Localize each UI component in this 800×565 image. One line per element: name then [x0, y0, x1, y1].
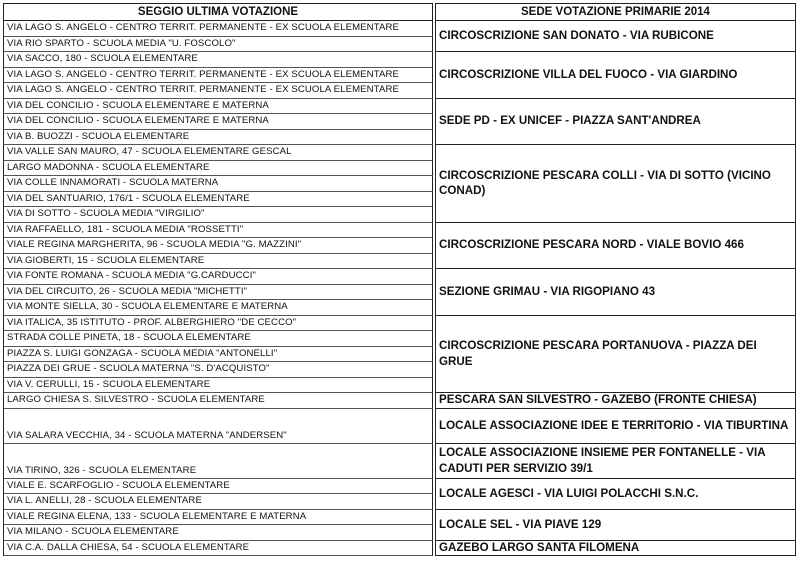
sede-cell — [435, 510, 796, 541]
sede-cell — [435, 444, 796, 479]
seggio-row: VIA LAGO S. ANGELO - CENTRO TERRIT. PERMANENTE - EX SCUOLA ELEMENTARE — [3, 83, 433, 99]
seggio-row: PIAZZA S. LUIGI GONZAGA - SCUOLA MEDIA "ANTONELLI" — [3, 347, 433, 363]
sede-cell — [435, 541, 796, 557]
seggio-row: VIA RIO SPARTO - SCUOLA MEDIA "U. FOSCOLO" — [3, 37, 433, 53]
seggio-row: VIA DEL SANTUARIO, 176/1 - SCUOLA ELEMENTARE — [3, 192, 433, 208]
seggio-row: VIA LAGO S. ANGELO - CENTRO TERRIT. PERMANENTE - EX SCUOLA ELEMENTARE — [3, 21, 433, 37]
sede-cell — [435, 21, 796, 52]
sede-label: SEZIONE GRIMAU - VIA RIGOPIANO 43 — [439, 284, 656, 298]
sede-cell — [435, 409, 796, 444]
sede-cell — [435, 479, 796, 510]
sede-cell — [435, 393, 796, 409]
sede-label: PESCARA SAN SILVESTRO - GAZEBO (FRONTE CHIESA) — [439, 393, 757, 407]
sede-cell — [435, 99, 796, 146]
seggio-row: VIA LAGO S. ANGELO - CENTRO TERRIT. PERMANENTE - EX SCUOLA ELEMENTARE — [3, 68, 433, 84]
seggio-row: VIALE REGINA MARGHERITA, 96 - SCUOLA MEDIA "G. MAZZINI" — [3, 238, 433, 254]
seggio-row: LARGO MADONNA - SCUOLA ELEMENTARE — [3, 161, 433, 177]
seggio-row: VIA DEL CIRCUITO, 26 - SCUOLA MEDIA "MICHETTI" — [3, 285, 433, 301]
seggio-row: VIA DEL CONCILIO - SCUOLA ELEMENTARE E MATERNA — [3, 99, 433, 115]
sede-cell — [435, 223, 796, 270]
sede-cell — [435, 269, 796, 316]
seggio-row: VIA SACCO, 180 - SCUOLA ELEMENTARE — [3, 52, 433, 68]
sede-label: CIRCOSCRIZIONE PESCARA PORTANUOVA - PIAZZA DEI GRUE — [439, 339, 757, 368]
sede-label: GAZEBO LARGO SANTA FILOMENA — [439, 540, 640, 554]
seggio-row: VIALE E. SCARFOGLIO - SCUOLA ELEMENTARE — [3, 479, 433, 495]
seggio-row: VIA ITALICA, 35 ISTITUTO - PROF. ALBERGHIERO "DE CECCO" — [3, 316, 433, 332]
sede-label: LOCALE SEL - VIA PIAVE 129 — [439, 517, 602, 531]
seggio-row: VIA VALLE SAN MAURO, 47 - SCUOLA ELEMENTARE GESCAL — [3, 145, 433, 161]
seggio-row: VIA MILANO - SCUOLA ELEMENTARE — [3, 525, 433, 541]
header-sede: SEDE VOTAZIONE PRIMARIE 2014 — [435, 3, 796, 21]
seggio-row: VIA B. BUOZZI - SCUOLA ELEMENTARE — [3, 130, 433, 146]
seggio-row: LARGO CHIESA S. SILVESTRO - SCUOLA ELEMENTARE — [3, 393, 433, 409]
seggio-row: VIALE REGINA ELENA, 133 - SCUOLA ELEMENTARE E MATERNA — [3, 510, 433, 526]
sede-label: CIRCOSCRIZIONE PESCARA NORD - VIALE BOVIO 466 — [439, 238, 744, 252]
sede-label: SEDE PD - EX UNICEF - PIAZZA SANT'ANDREA — [439, 114, 701, 128]
sede-label: CIRCOSCRIZIONE VILLA DEL FUOCO - VIA GIARDINO — [439, 67, 738, 81]
seggio-row: VIA DEL CONCILIO - SCUOLA ELEMENTARE E MATERNA — [3, 114, 433, 130]
seggio-row: VIA L. ANELLI, 28 - SCUOLA ELEMENTARE — [3, 494, 433, 510]
sede-label: LOCALE AGESCI - VIA LUIGI POLACCHI S.N.C. — [439, 486, 699, 500]
sede-label: LOCALE ASSOCIAZIONE IDEE E TERRITORIO - VIA TIBURTINA — [439, 418, 789, 432]
seggio-row: VIA SALARA VECCHIA, 34 - SCUOLA MATERNA "ANDERSEN" — [3, 409, 433, 444]
seggio-row: STRADA COLLE PINETA, 18 - SCUOLA ELEMENTARE — [3, 331, 433, 347]
seggio-row: VIA FONTE ROMANA - SCUOLA MEDIA "G.CARDUCCI" — [3, 269, 433, 285]
sede-cell — [435, 145, 796, 223]
seggio-row: VIA DI SOTTO - SCUOLA MEDIA "VIRGILIO" — [3, 207, 433, 223]
voting-table — [3, 3, 796, 560]
header-seggio: SEGGIO ULTIMA VOTAZIONE — [3, 3, 433, 21]
sede-label: CIRCOSCRIZIONE PESCARA COLLI - VIA DI SOTTO (VICINO CONAD) — [439, 168, 771, 198]
sede-cell — [435, 316, 796, 394]
seggio-row: VIA COLLE INNAMORATI - SCUOLA MATERNA — [3, 176, 433, 192]
seggio-row: VIA TIRINO, 326 - SCUOLA ELEMENTARE — [3, 444, 433, 479]
seggio-row: VIA MONTE SIELLA, 30 - SCUOLA ELEMENTARE E MATERNA — [3, 300, 433, 316]
sede-label: CIRCOSCRIZIONE SAN DONATO - VIA RUBICONE — [439, 29, 714, 43]
sede-label: LOCALE ASSOCIAZIONE INSIEME PER FONTANELLE - VIA CADUTI PER SERVIZIO 39/1 — [439, 445, 766, 475]
seggio-row: VIA RAFFAELLO, 181 - SCUOLA MEDIA "ROSSETTI" — [3, 223, 433, 239]
seggio-row: VIA V. CERULLI, 15 - SCUOLA ELEMENTARE — [3, 378, 433, 394]
seggio-row: VIA GIOBERTI, 15 - SCUOLA ELEMENTARE — [3, 254, 433, 270]
seggio-row: VIA C.A. DALLA CHIESA, 54 - SCUOLA ELEMENTARE — [3, 541, 433, 557]
seggio-row: PIAZZA DEI GRUE - SCUOLA MATERNA "S. D'ACQUISTO" — [3, 362, 433, 378]
sede-cell — [435, 52, 796, 99]
